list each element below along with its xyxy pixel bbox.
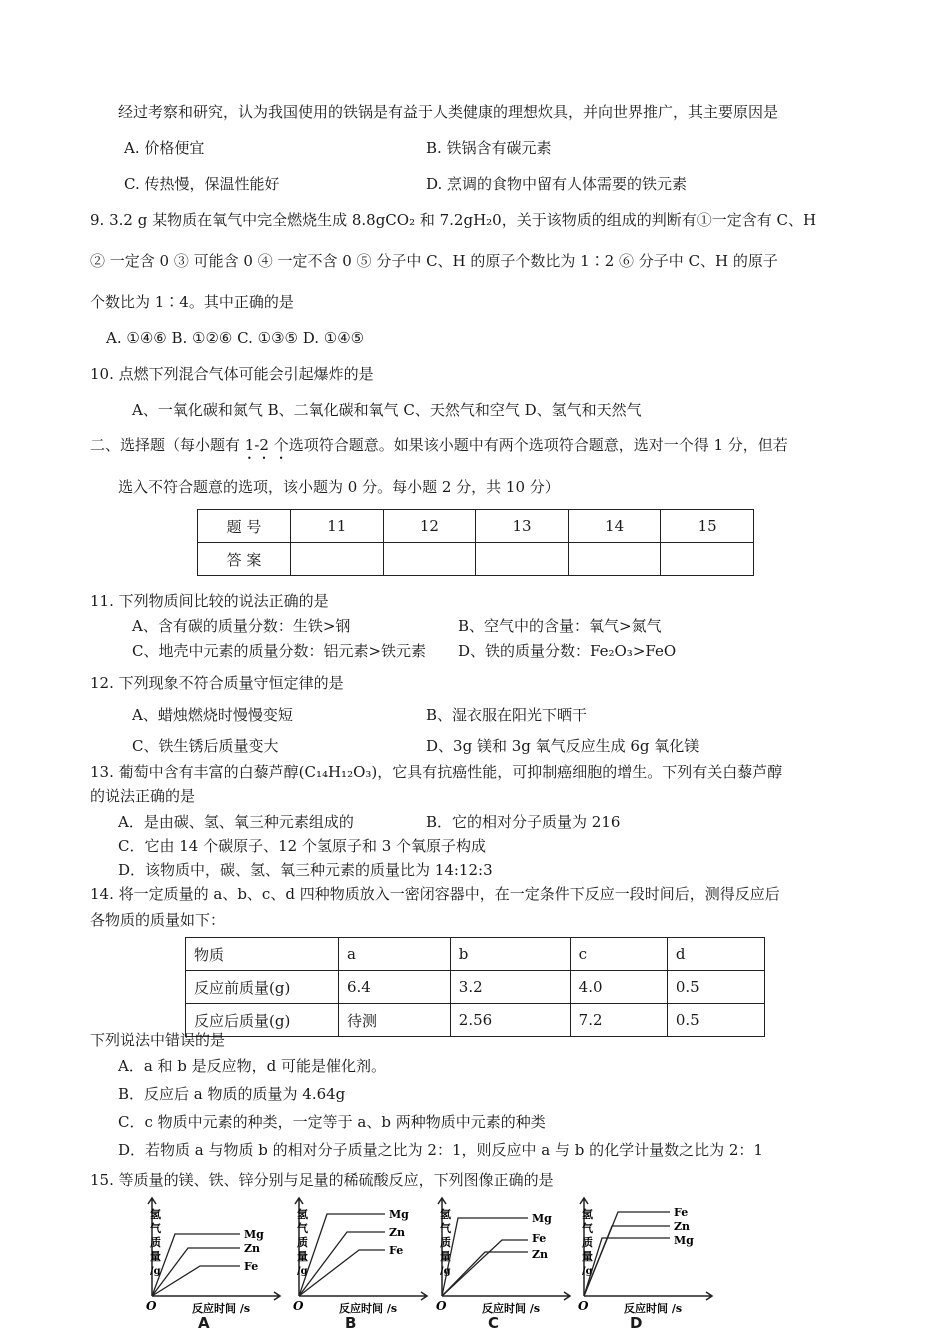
- q11-option-a: A、含有碳的质量分数：生铁>钢: [132, 617, 351, 635]
- series-label-mg: Mg: [532, 1212, 552, 1225]
- answer-table-header-cell: 15: [661, 510, 754, 543]
- q13-line-2: 的说法正确的是: [90, 787, 196, 805]
- section2-post: 选项符合题意。如果该小题中有两个选项符合题意，选对一个得 1 分，但若: [288, 436, 788, 454]
- series-line-mg: [299, 1214, 385, 1296]
- y-label-char: 气: [297, 1222, 308, 1235]
- series-label-mg: Mg: [244, 1228, 264, 1241]
- q8-option-a: A. 价格便宜: [124, 139, 205, 157]
- graph-d-label: D: [630, 1314, 643, 1332]
- y-label-char: 量: [440, 1250, 451, 1263]
- q13-option-c: C．它由 14 个碳原子、12 个氢原子和 3 个氧原子构成: [118, 837, 487, 855]
- section2-emphasis: 1-2 个: [244, 436, 289, 454]
- answer-table-header-cell: 题 号: [198, 510, 291, 543]
- q12-stem: 12. 下列现象不符合质量守恒定律的是: [90, 674, 344, 692]
- y-label-unit: /g: [150, 1266, 161, 1277]
- graph-b-svg: [287, 1196, 432, 1326]
- answer-table-header-cell: 11: [291, 510, 384, 543]
- mass-table-row: [186, 971, 765, 1004]
- mass-table-cell: 4.0: [570, 971, 667, 1004]
- graph-d-svg: [572, 1196, 717, 1326]
- series-line-zn: [584, 1226, 670, 1296]
- y-label-char: 氢: [297, 1208, 308, 1221]
- mass-table-header-cell: a: [339, 938, 451, 971]
- q9-line-2: ② 一定含 0 ③ 可能含 0 ④ 一定不含 0 ⑤ 分子中 C、H 的原子个数比为 1∶2 ⑥ 分子中 C、H 的原子: [90, 252, 778, 270]
- q14-option-a: A．a 和 b 是反应物，d 可能是催化剂。: [118, 1057, 387, 1075]
- q8-option-c: C. 传热慢，保温性能好: [124, 175, 280, 193]
- q11-stem: 11. 下列物质间比较的说法正确的是: [90, 592, 329, 610]
- q9-line-1: 9. 3.2 g 某物质在氧气中完全燃烧生成 8.8gCO₂ 和 7.2gH₂0，关于该物质的组成的判断有①一定含有 C、H: [90, 211, 817, 229]
- mass-table-cell: 6.4: [339, 971, 451, 1004]
- mass-table-cell: 反应后质量(g): [186, 1004, 339, 1037]
- series-line-fe: [152, 1266, 240, 1296]
- q12-option-b: B、湿衣服在阳光下晒干: [426, 706, 588, 724]
- origin-label: O: [146, 1299, 157, 1313]
- graph-d: [572, 1196, 717, 1332]
- x-axis-label: 反应时间 /s: [624, 1302, 683, 1315]
- answer-table-header-cell: 13: [476, 510, 569, 543]
- q10-stem: 10. 点燃下列混合气体可能会引起爆炸的是: [90, 365, 374, 383]
- q9-line-3: 个数比为 1∶4。其中正确的是: [90, 293, 294, 311]
- y-label-char: 氢: [440, 1208, 451, 1221]
- q10-options: A、一氧化碳和氮气 B、二氧化碳和氧气 C、天然气和空气 D、氢气和天然气: [132, 401, 642, 419]
- q13-option-d: D．该物质中，碳、氢、氧三种元素的质量比为 14:12:3: [118, 861, 493, 879]
- q14-line-3: 下列说法中错误的是: [90, 1031, 226, 1049]
- section2-line-2: 选入不符合题意的选项，该小题为 0 分。每小题 2 分，共 10 分）: [118, 478, 560, 496]
- q13-line-1: 13. 葡萄中含有丰富的白藜芦醇(C₁₄H₁₂O₃)，它具有抗癌性能，可抑制癌细胞的增生。下列有关白藜芦醇: [90, 763, 783, 781]
- series-label-fe: Fe: [244, 1260, 259, 1273]
- y-label-char: 质: [297, 1236, 308, 1249]
- q9-options: A. ①④⑥ B. ①②⑥ C. ①③⑤ D. ①④⑤: [106, 329, 365, 347]
- section2-heading: [90, 435, 788, 463]
- series-label-mg: Mg: [389, 1208, 409, 1221]
- q15-stem: 15. 等质量的镁、铁、锌分别与足量的稀硫酸反应，下列图像正确的是: [90, 1171, 554, 1189]
- q8-option-d: D. 烹调的食物中留有人体需要的铁元素: [426, 175, 688, 193]
- graph-a-label: A: [198, 1314, 210, 1332]
- mass-table-header-cell: b: [450, 938, 570, 971]
- q14-option-d: D．若物质 a 与物质 b 的相对分子质量之比为 2：1，则反应中 a 与 b 的化学计量数之比为 2：1: [118, 1141, 763, 1159]
- q12-option-c: C、铁生锈后质量变大: [132, 737, 279, 755]
- series-label-zn: Zn: [532, 1248, 549, 1261]
- series-line-mg: [584, 1238, 670, 1296]
- q14-line-1: 14. 将一定质量的 a、b、c、d 四种物质放入一密闭容器中，在一定条件下反应一段时间后，测得反应后: [90, 885, 780, 903]
- series-label-mg: Mg: [674, 1234, 694, 1247]
- y-label-char: 气: [582, 1222, 593, 1235]
- mass-table-cell: 反应前质量(g): [186, 971, 339, 1004]
- y-label-char: 质: [582, 1236, 593, 1249]
- x-axis: [152, 1292, 280, 1300]
- q12-option-d: D、3g 镁和 3g 氧气反应生成 6g 氧化镁: [426, 737, 700, 755]
- mass-table: [185, 937, 765, 1037]
- series-label-fe: Fe: [389, 1244, 404, 1257]
- q11-option-b: B、空气中的含量：氧气>氮气: [458, 617, 662, 635]
- series-label-zn: Zn: [244, 1242, 261, 1255]
- mass-table-row: [186, 1004, 765, 1037]
- answer-cell[interactable]: [476, 543, 569, 576]
- q13-option-a: A．是由碳、氢、氧三种元素组成的: [118, 813, 354, 831]
- graph-b-label: B: [345, 1314, 357, 1332]
- y-label-char: 气: [150, 1222, 161, 1235]
- origin-label: O: [436, 1299, 447, 1313]
- graph-b: [287, 1196, 432, 1332]
- origin-label: O: [578, 1299, 589, 1313]
- answer-table: [197, 509, 754, 576]
- mass-table-header-cell: 物质: [186, 938, 339, 971]
- mass-table-header-cell: c: [570, 938, 667, 971]
- graph-c: [430, 1196, 575, 1332]
- graph-c-svg: [430, 1196, 575, 1326]
- answer-table-header-cell: 12: [383, 510, 476, 543]
- mass-table-cell: 7.2: [570, 1004, 667, 1037]
- x-axis-label: 反应时间 /s: [192, 1302, 251, 1315]
- q11-option-d: D、铁的质量分数：Fe₂O₃>FeO: [458, 642, 677, 660]
- q12-option-a: A、蜡烛燃烧时慢慢变短: [132, 706, 293, 724]
- y-label-unit: /g: [582, 1266, 593, 1277]
- y-label-char: 氢: [150, 1208, 161, 1221]
- x-axis-label: 反应时间 /s: [482, 1302, 541, 1315]
- mass-table-cell: 待测: [339, 1004, 451, 1037]
- answer-table-answer-row: [198, 543, 754, 576]
- graph-a: [140, 1196, 285, 1332]
- y-label-char: 质: [440, 1236, 451, 1249]
- origin-label: O: [293, 1299, 304, 1313]
- q14-line-2: 各物质的质量如下：: [90, 911, 226, 929]
- mass-table-cell: 0.5: [667, 1004, 764, 1037]
- x-axis: [299, 1292, 427, 1300]
- series-line-zn: [442, 1252, 528, 1296]
- series-label-zn: Zn: [674, 1220, 691, 1233]
- q14-option-b: B．反应后 a 物质的质量为 4.64g: [118, 1085, 346, 1103]
- series-line-mg: [152, 1234, 240, 1296]
- answer-table-header-cell: 14: [568, 510, 661, 543]
- y-label-char: 量: [297, 1250, 308, 1263]
- y-label-char: 气: [440, 1222, 451, 1235]
- q14-option-c: C．c 物质中元素的种类，一定等于 a、b 两种物质中元素的种类: [118, 1113, 546, 1131]
- y-label-char: 质: [150, 1236, 161, 1249]
- mass-table-header-cell: d: [667, 938, 764, 971]
- mass-table-cell: 3.2: [450, 971, 570, 1004]
- graph-c-label: C: [488, 1314, 500, 1332]
- section2-pre: 二、选择题（每小题有: [90, 436, 245, 454]
- x-axis-label: 反应时间 /s: [339, 1302, 398, 1315]
- answer-table-row-label: 答 案: [198, 543, 291, 576]
- answer-table-header-row: [198, 510, 754, 543]
- y-label-char: 量: [150, 1250, 161, 1263]
- y-label-unit: /g: [297, 1266, 308, 1277]
- q13-option-b: B．它的相对分子质量为 216: [426, 813, 621, 831]
- series-label-fe: Fe: [674, 1206, 689, 1219]
- mass-table-cell: 0.5: [667, 971, 764, 1004]
- q8-option-b: B. 铁锅含有碳元素: [426, 139, 552, 157]
- answer-cell[interactable]: [383, 543, 476, 576]
- series-line-zn: [152, 1248, 240, 1296]
- graph-a-svg: [140, 1196, 285, 1326]
- y-label-unit: /g: [440, 1266, 451, 1277]
- y-label-char: 氢: [582, 1208, 593, 1221]
- x-axis: [442, 1292, 570, 1300]
- mass-table-cell: 2.56: [450, 1004, 570, 1037]
- q11-option-c: C、地壳中元素的质量分数：铝元素>铁元素: [132, 642, 427, 660]
- x-axis: [584, 1292, 712, 1300]
- series-line-fe: [442, 1240, 528, 1296]
- answer-cell[interactable]: [568, 543, 661, 576]
- q8-stem: 经过考察和研究，认为我国使用的铁锅是有益于人类健康的理想炊具，并向世界推广，其主要原因是: [118, 103, 779, 121]
- answer-cell[interactable]: [291, 543, 384, 576]
- y-label-char: 量: [582, 1250, 593, 1263]
- series-label-fe: Fe: [532, 1232, 547, 1245]
- series-label-zn: Zn: [389, 1226, 406, 1239]
- mass-table-header-row: [186, 938, 765, 971]
- answer-cell[interactable]: [661, 543, 754, 576]
